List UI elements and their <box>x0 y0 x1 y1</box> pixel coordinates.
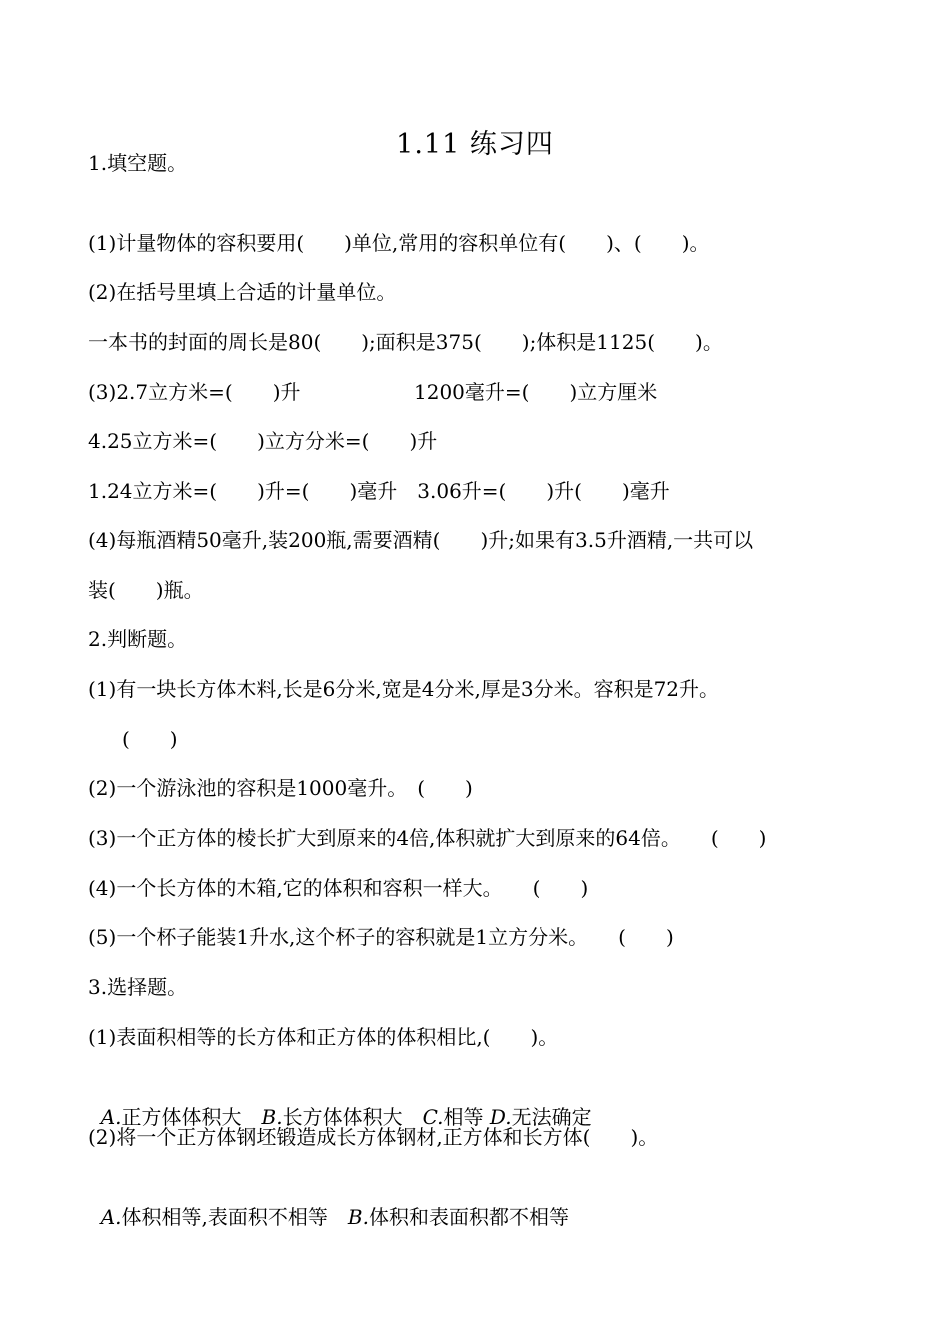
s1-question-2: (2)在括号里填上合适的计量单位。 <box>88 280 397 304</box>
s2-question-1: (1)有一块长方体木料,长是6分米,宽是4分米,厚是3分米。容积是72升。 <box>88 677 720 701</box>
option-letter: B. <box>347 1205 369 1229</box>
s3-question-2: (2)将一个正方体钢坯锻造成长方体钢材,正方体和长方体( )。 <box>88 1125 659 1149</box>
option-text: 正方体体积大 <box>121 1105 242 1129</box>
s2-question-3: (3)一个正方体的棱长扩大到原来的4倍,体积就扩大到原来的64倍。 ( ) <box>88 826 767 850</box>
option-letter: C. <box>422 1105 444 1129</box>
option-text: 体积相等,表面积不相等 <box>121 1205 328 1229</box>
s1-question-4a: (4)每瓶酒精50毫升,装200瓶,需要酒精( )升;如果有3.5升酒精,一共可以 <box>88 528 754 552</box>
s1-question-3a: (3)2.7立方米=( )升 <box>88 380 301 404</box>
s2-question-2: (2)一个游泳池的容积是1000毫升。 ( ) <box>88 776 473 800</box>
option-letter: D. <box>489 1105 512 1129</box>
s1-question-2-line: 一本书的封面的周长是80( );面积是375( );体积是1125( )。 <box>88 330 723 354</box>
section-1-heading: 1.填空题。 <box>88 151 188 175</box>
option-letter: A. <box>100 1105 122 1129</box>
option-text: 无法确定 <box>511 1105 592 1129</box>
section-2-heading: 2.判断题。 <box>88 627 188 651</box>
s1-question-3d: 1.24立方米=( )升=( )毫升 3.06升=( )升( )毫升 <box>88 479 670 503</box>
s3-question-1-options <box>88 1072 592 1129</box>
s1-question-4b: 装( )瓶。 <box>88 578 204 602</box>
s3-question-2-options <box>88 1172 569 1229</box>
s2-question-1-paren: ( ) <box>122 727 178 751</box>
s3-question-1: (1)表面积相等的长方体和正方体的体积相比,( )。 <box>88 1025 559 1049</box>
s2-question-4: (4)一个长方体的木箱,它的体积和容积一样大。 ( ) <box>88 876 589 900</box>
option-text: 长方体体积大 <box>282 1105 403 1129</box>
page-title: 1.11 练习四 <box>396 129 554 160</box>
option-text: 体积和表面积都不相等 <box>368 1205 569 1229</box>
s2-question-5: (5)一个杯子能装1升水,这个杯子的容积就是1立方分米。 ( ) <box>88 925 674 949</box>
option-text: 相等 <box>443 1105 484 1129</box>
option-letter: A. <box>100 1205 122 1229</box>
s1-question-1: (1)计量物体的容积要用( )单位,常用的容积单位有( )、( )。 <box>88 231 710 255</box>
s1-question-3c: 4.25立方米=( )立方分米=( )升 <box>88 429 438 453</box>
s1-question-3b: 1200毫升=( )立方厘米 <box>414 380 658 404</box>
section-3-heading: 3.选择题。 <box>88 975 188 999</box>
option-letter: B. <box>261 1105 283 1129</box>
